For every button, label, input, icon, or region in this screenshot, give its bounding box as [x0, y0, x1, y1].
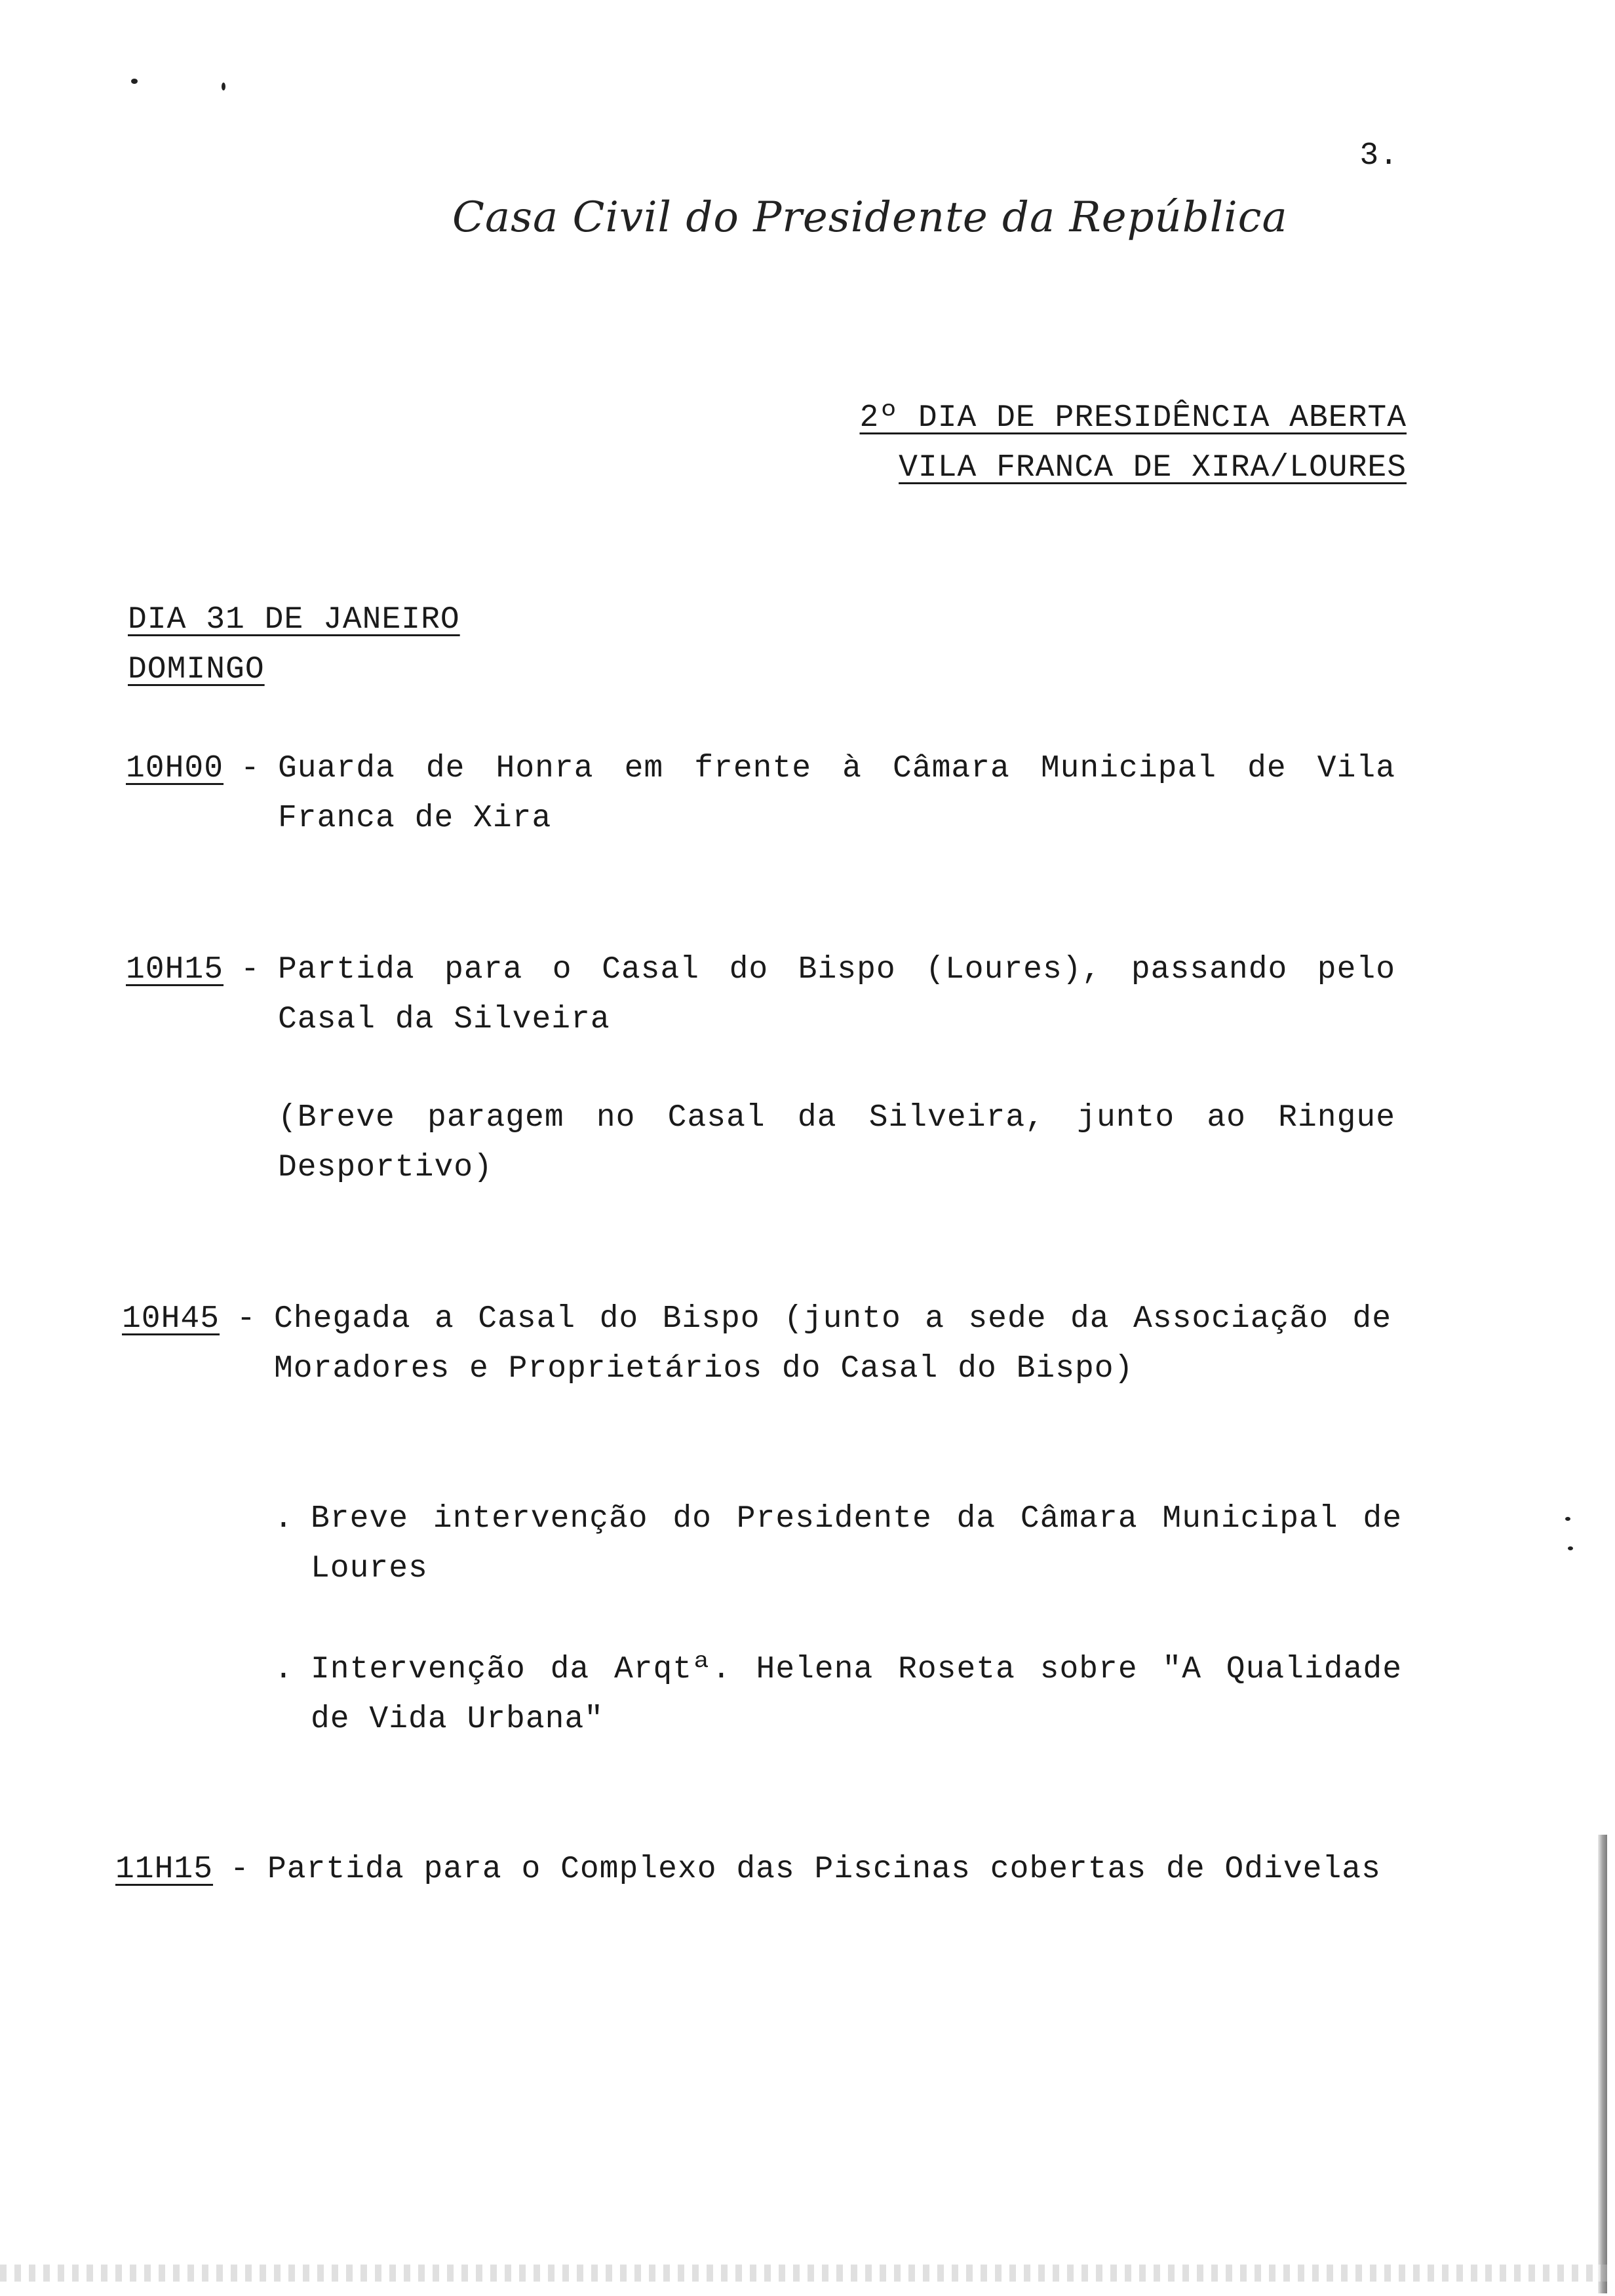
- title-line-2: VILA FRANCA DE XIRA/LOURES: [899, 450, 1407, 486]
- entry-bullet: [274, 1645, 1401, 1750]
- page-number: 3.: [1359, 138, 1399, 174]
- entry-time: 10H15: [126, 952, 224, 987]
- scan-edge-bottom: [0, 2265, 1615, 2282]
- document-title: [859, 393, 1407, 493]
- schedule-entry: [126, 945, 1411, 1050]
- schedule-entry: [122, 1294, 1407, 1399]
- date-heading: [128, 595, 460, 695]
- entry-text: Chegada a Casal do Bispo (junto a sede da Associação de Moradores e Proprietários do Casal do Bispo): [274, 1301, 1391, 1387]
- entry-bullet: [274, 1494, 1401, 1599]
- entry-time: 10H00: [126, 751, 224, 786]
- entry-dash: -: [241, 751, 260, 786]
- title-line-1: 2º DIA DE PRESIDÊNCIA ABERTA: [859, 400, 1407, 436]
- scan-speck: [131, 79, 138, 84]
- entry-time: 10H45: [122, 1301, 220, 1337]
- entry-time: 11H15: [115, 1852, 214, 1887]
- entry-text: Guarda de Honra em frente à Câmara Municipal de Vila Franca de Xira: [278, 751, 1395, 836]
- scan-speck: [1568, 1546, 1573, 1550]
- entry-note: (Breve paragem no Casal da Silveira, junto ao Ringue Desportivo): [278, 1100, 1395, 1185]
- date-weekday: DOMINGO: [128, 652, 265, 687]
- entry-dash: -: [237, 1301, 256, 1337]
- scan-edge-right: [1598, 1835, 1607, 2293]
- scan-speck: [1565, 1517, 1570, 1521]
- entry-text: Partida para o Casal do Bispo (Loures), passando pelo Casal da Silveira: [278, 952, 1395, 1037]
- bullet-marker: .: [274, 1652, 294, 1687]
- bullet-text: Intervenção da Arqtª. Helena Roseta sobre "A Qualidade de Vida Urbana": [311, 1652, 1402, 1737]
- entry-dash: -: [230, 1852, 250, 1887]
- schedule-entry: [126, 744, 1411, 849]
- schedule-entry: [115, 1845, 1400, 1897]
- entry-dash: -: [241, 952, 260, 987]
- letterhead: Casa Civil do Presidente da República: [452, 193, 1288, 242]
- bullet-text: Breve intervenção do Presidente da Câmara Municipal de Loures: [311, 1501, 1402, 1586]
- scan-speck: [222, 83, 225, 90]
- bullet-marker: .: [274, 1501, 294, 1537]
- date-day: DIA 31 DE JANEIRO: [128, 602, 460, 638]
- entry-text: Partida para o Complexo das Piscinas cobertas de Odivelas: [267, 1852, 1381, 1887]
